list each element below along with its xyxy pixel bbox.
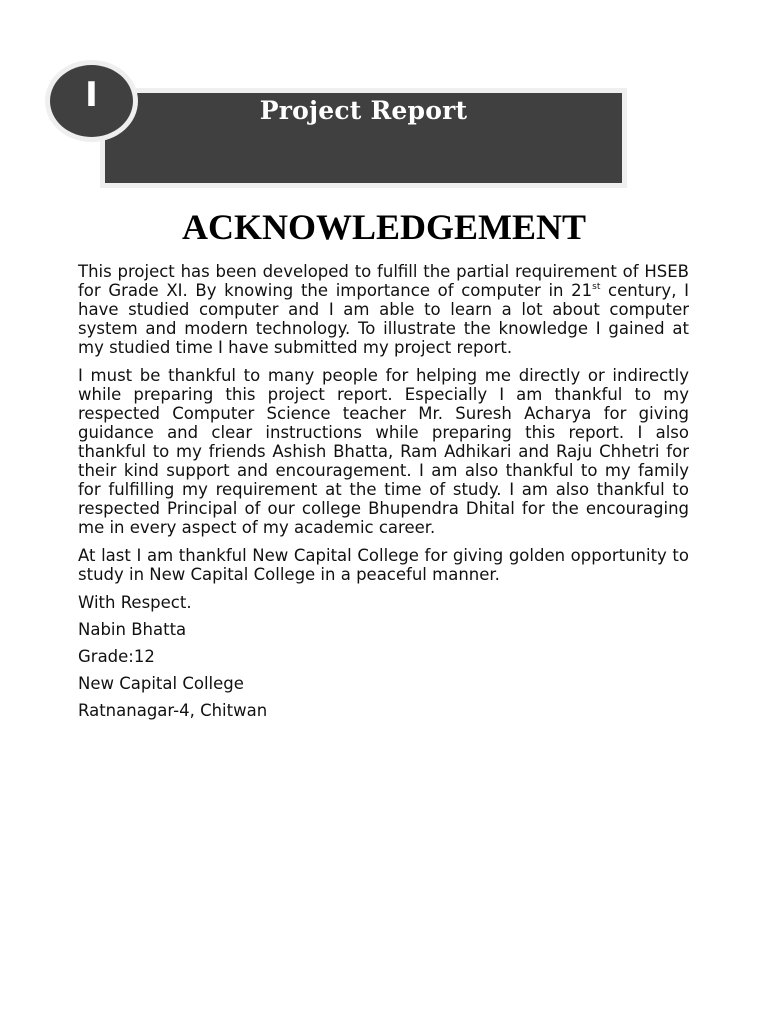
- paragraph-intro-text-b: century, I have studied computer and I am able to learn a lot about computer system and modern technology. To illustrate the knowledge I gained at my studied time I have submitted my project report.: [78, 281, 689, 357]
- signature-college: New Capital College: [78, 674, 244, 693]
- paragraph-closing: At last I am thankful New Capital College for giving golden opportunity to study in New Capital College in a peaceful manner.: [78, 546, 689, 584]
- header-title: Project Report: [259, 96, 468, 125]
- signature-address: Ratnanagar-4, Chitwan: [78, 701, 268, 720]
- chapter-badge: I: [50, 65, 133, 137]
- paragraph-intro-text-a: This project has been developed to fulfill the partial requirement of HSEB for Grade XI. By knowing the importance of computer in 21: [78, 262, 689, 300]
- paragraph-intro: [78, 262, 689, 357]
- paragraph-thanks: I must be thankful to many people for helping me directly or indirectly while preparing this project report. Especially I am thankful to my respected Computer Science teacher Mr. Suresh Acharya for giving guidance and clear instructions while preparing this report. I also thankful to my friends Ashish Bhatta, Ram Adhikari and Raju Chhetri for their kind support and encouragement. I am also thankful to my family for fulfilling my requirement at the time of study. I am also thankful to respected Principal of our college Bhupendra Dhital for the encouraging me in every aspect of my academic career.: [78, 366, 689, 537]
- ordinal-suffix: st: [592, 282, 601, 292]
- page-title: ACKNOWLEDGEMENT: [181, 207, 587, 247]
- signature-grade: Grade:12: [78, 647, 155, 666]
- document-body: [78, 262, 689, 728]
- signature-closing: With Respect.: [78, 593, 192, 612]
- signature-name: Nabin Bhatta: [78, 620, 187, 639]
